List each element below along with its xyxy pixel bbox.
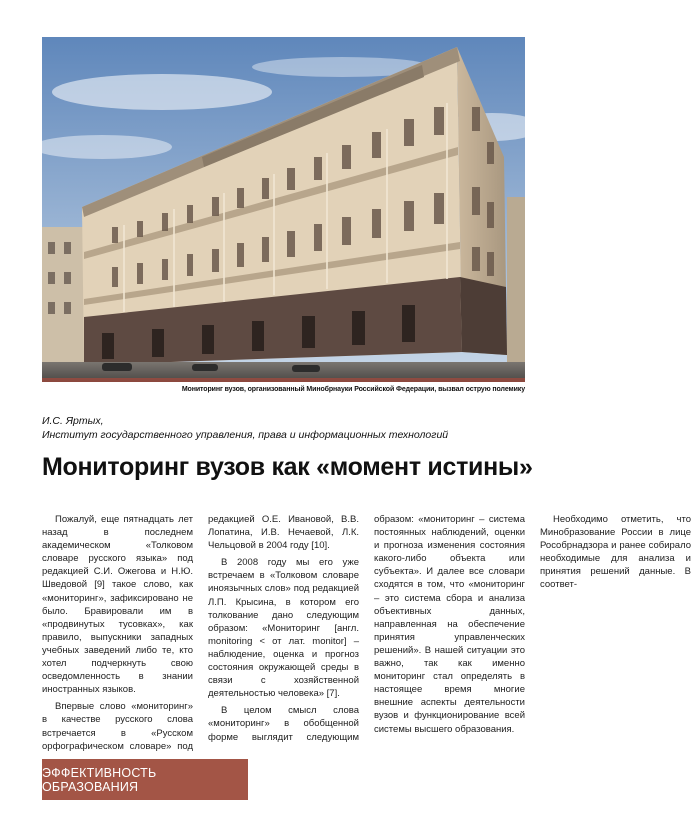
building-photo — [42, 37, 525, 382]
journal-footer-label: ЭФФЕКТИВНОСТЬ ОБРАЗОВАНИЯ — [42, 759, 248, 800]
photo-caption: Мониторинг вузов, организованный Минобрнауки Российской Федерации, вызвал острую полемику — [181, 386, 525, 393]
author-affiliation: Институт государственного управления, права и информационных технологий — [42, 429, 449, 441]
article-body — [42, 513, 691, 755]
article-title: Мониторинг вузов как «момент истины» — [42, 453, 533, 481]
body-paragraph: В целом смысл слова «мониторинг» в обобщенной форме выглядит следующим образом: «мониторинг – система постоянных наблюдений, оценки и прогноза изменения состояния какого-либо объекта или субъекта». И далее все словари сходятся в том, что «мониторинг – это система сбора и анализа объективных данных, направленная на обеспечение принятия управленческих решений». В нашей ситуации это важно, так как именно мониторинг стал определять в настоящее время многие внешние аспекты деятельности вузов и функционирование всей системы высшего образования. — [208, 514, 525, 743]
author-block — [42, 414, 448, 442]
body-paragraph: Пожалуй, еще пятнадцать лет назад в последнем академическом «Толковом словаре русского языка» под редакцией С.И. Ожегова и Н.Ю. Шведовой [9] такое слово, как «мониторинг», зафиксировано не было. Бравировали им в «продвинутых тусовках», как правило, выпускники западных учебных заведений либо те, кто хотел подчеркнуть свою осведомленность в знании иностранных языков. — [42, 514, 193, 696]
ministry-building-illustration — [42, 37, 525, 382]
author-name: И.С. Яртых, — [42, 415, 104, 427]
body-paragraph: Впервые слово «мониторинг» в качестве русского слова встречается в «Русском орфографическом словаре» под редакцией О.Е. Ивановой, В.В. Лопатина, И.В. Нечаевой, Л.К. Чельцовой в 2004 году [10]. — [42, 514, 359, 752]
body-paragraph: Необходимо отметить, что Минобразование России в лице Рособрнадзора и ранее собирало необходимые для анализа и принятия решений данные. В соответ- — [540, 514, 691, 591]
body-paragraph: В 2008 году мы его уже встречаем в «Толковом словаре иноязычных слов» под редакцией Л.П. Крысина, в котором его толкование дано следующим образом: «Мониторинг [англ. monitoring < от лат. monitor] – наблюдение, оценка и прогноз состояния окружающей среды в связи с хозяйственной деятельностью человека» [7]. — [208, 557, 359, 700]
